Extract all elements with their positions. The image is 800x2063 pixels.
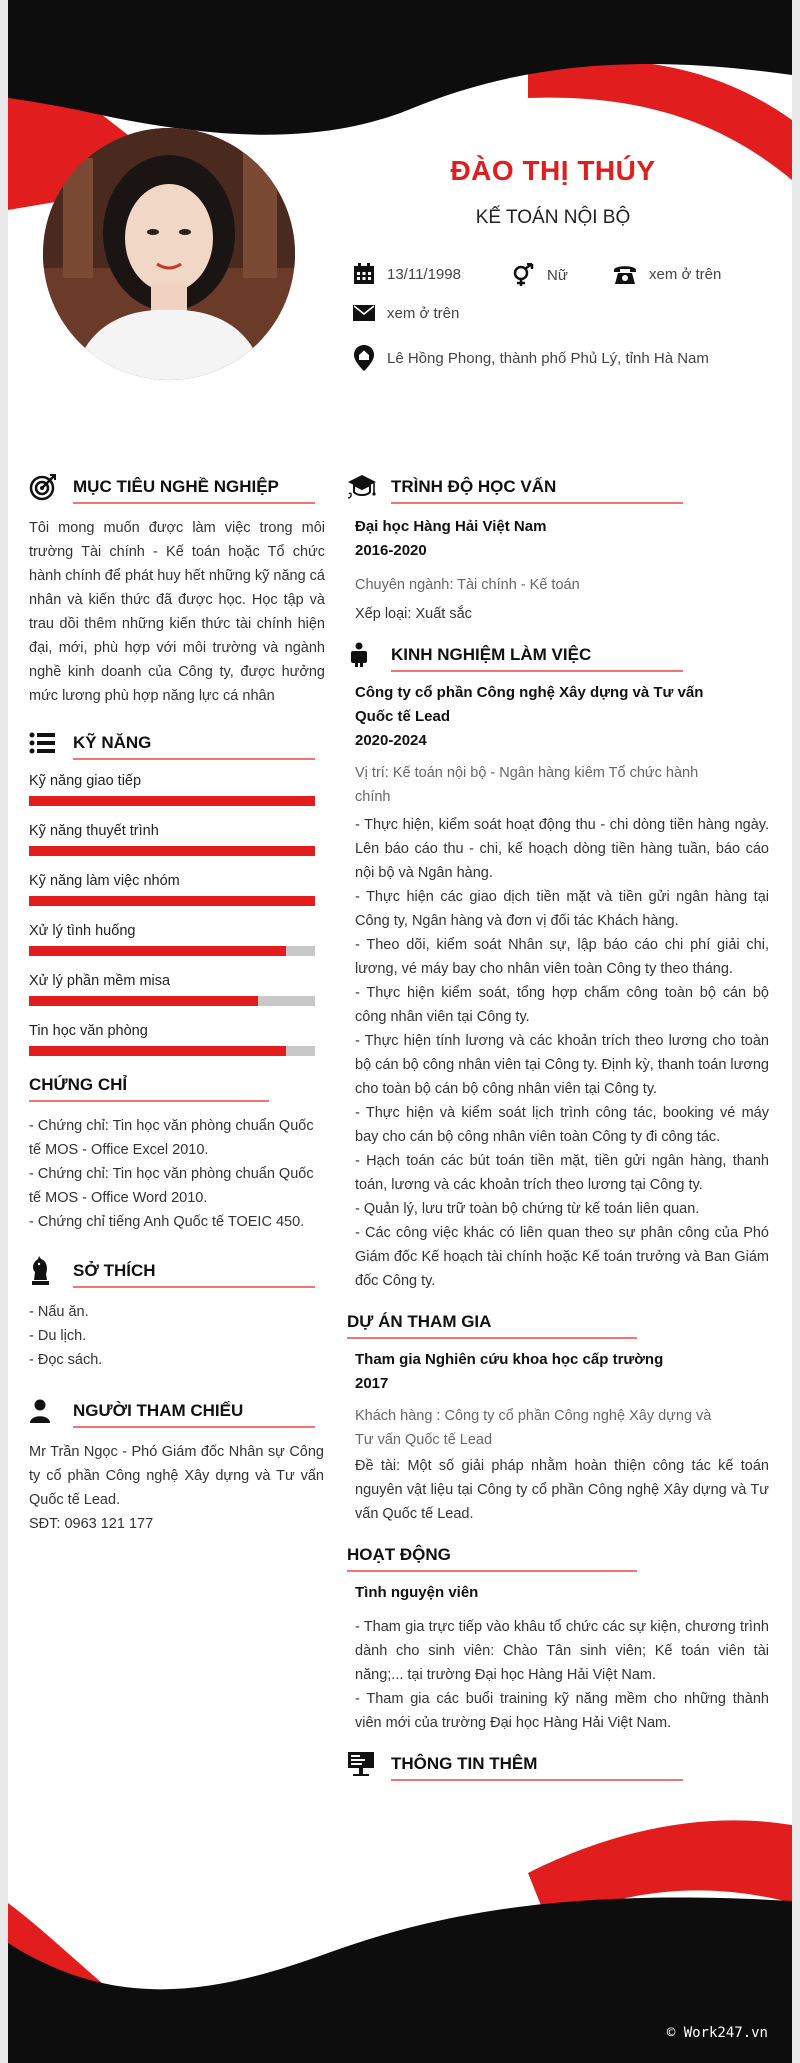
phone-info [613,263,721,285]
activity-name: Tình nguyện viên [355,1584,479,1601]
skill-item [29,1020,324,1056]
skill-bar-track [29,796,315,806]
resume-page [8,0,792,2063]
skill-bar-fill [29,896,315,906]
duty-item: - Quản lý, lưu trữ toàn bộ chứng từ kế toán liên quan. [355,1201,700,1217]
certificate-item: - Chứng chỉ: Tin học văn phòng chuẩn Quốc tế MOS - Office Excel 2010. [29,1118,314,1158]
skill-label: Kỹ năng giao tiếp [29,773,142,789]
duty-item: - Thực hiện tính lương và các khoản trích theo lương cho toàn bộ cán bộ công nhân viên tại Công ty. Định kỳ, thanh toán lương cho toàn bộ cán bộ công nhân viên tại Công ty. [355,1033,769,1097]
additional-title: THÔNG TIN THÊM [391,1754,538,1773]
duty-item: - Thực hiện các giao dịch tiền mặt và tiền gửi ngân hàng tại Công ty, Ngân hàng và đơn vị đối tác Khách hàng. [355,889,769,929]
duty-item: - Thực hiện và kiểm soát lịch trình công tác, booking vé máy bay cho cán bộ công nhân viên toàn Công ty đi công tác. [355,1105,769,1145]
objective-heading [29,472,324,502]
certificate-item: - Chứng chỉ: Tin học văn phòng chuẩn Quốc tế MOS - Office Word 2010. [29,1166,314,1206]
phone-icon [613,263,637,285]
skill-bar-fill [29,996,258,1006]
briefcase-icon [347,642,371,668]
right-column [347,472,769,1781]
additional-rule [391,1779,683,1781]
info-board-icon [347,1751,375,1777]
additional-heading [347,1749,769,1779]
activities-rule [347,1570,637,1572]
skills-heading [29,728,324,758]
skill-bar-fill [29,1046,286,1056]
experience-years: 2020-2024 [355,732,427,749]
education-grade: Xếp loại: Xuất sắc [355,606,472,622]
activities-title: HOẠT ĐỘNG [347,1545,451,1564]
objective-rule [73,502,315,504]
objective-text: Tôi mong muốn được làm việc trong môi trường Tài chính - Kế toán hoặc Tổ chức hành chính để phát huy hết những kỹ năng cá nhân và kiến thức đã được học. Học tập và trau dồi thêm những kiến thức tài chính hiện đại, mới, phù hợp với môi trường và ngành nghề kinh doanh của Công ty, được hưởng mức lương phù hợp năng lực cá nhân [29,520,325,704]
chess-knight-icon [29,1256,51,1286]
skill-bar-track [29,896,315,906]
activities-heading [347,1540,769,1570]
certificates-rule [29,1100,269,1102]
experience-entry [347,681,769,1293]
skill-bar-track [29,996,315,1006]
skills-rule [73,758,315,760]
school-name: Đại học Hàng Hải Việt Nam [355,518,547,535]
email-info [353,304,459,322]
skills-list [29,770,324,1056]
experience-title: KINH NGHIỆM LÀM VIỆC [391,645,592,664]
skill-label: Kỹ năng làm việc nhóm [29,873,180,889]
job-title: KẾ TOÁN NỘI BỘ [475,207,631,228]
skill-item [29,920,324,956]
project-client: Khách hàng : Công ty cổ phần Công nghệ Xây dựng và Tư vấn Quốc tế Lead [355,1408,712,1448]
duty-item: - Hạch toán các bút toán tiền mặt, tiền gửi ngân hàng, thanh toán, lương và các khoản trích theo lương tại Công ty. [355,1153,769,1193]
hobby-item: - Nấu ăn. [29,1304,89,1320]
education-years: 2016-2020 [355,542,427,559]
list-icon [29,732,55,754]
skill-item [29,820,324,856]
company-name: Công ty cổ phần Công nghệ Xây dựng và Tư vấn Quốc tế Lead [355,684,704,725]
projects-title: DỰ ÁN THAM GIA [347,1312,492,1331]
address-text: Lê Hồng Phong, thành phố Phủ Lý, tỉnh Hà Nam [387,349,709,367]
hobby-item: - Đọc sách. [29,1352,103,1368]
duty-item: - Thực hiện kiểm soát, tổng hợp chấm công toàn bộ cán bộ công nhân viên tại Công ty. [355,985,769,1025]
references-rule [73,1426,315,1428]
duty-item: - Thực hiện, kiểm soát hoạt động thu - chi dòng tiền hàng ngày. Lên báo cáo thu - chi, kế hoạch dòng tiền hàng tuần, báo cáo nội bộ và Ngân hàng. [355,817,769,881]
certificates-list [29,1114,324,1234]
address-info [353,344,709,372]
references-title: NGƯỜI THAM CHIẾU [73,1401,244,1420]
activity-item: - Tham gia các buổi training kỹ năng mềm cho những thành viên mới của trường Đại học Hàng Hải Việt Nam. [355,1691,769,1731]
education-rule [391,502,683,504]
skill-bar-track [29,846,315,856]
user-icon [29,1399,51,1423]
skill-bar-track [29,1046,315,1056]
skill-bar-track [29,946,315,956]
skills-title: KỸ NĂNG [73,733,152,752]
duty-item: - Các công việc khác có liên quan theo sự phân công của Phó Giám đốc Kế hoạch tài chính hoặc Kế toán trưởng và Ban Giám đốc Công ty. [355,1225,769,1289]
education-heading [347,472,769,502]
hobbies-rule [73,1286,315,1288]
skill-item [29,770,324,806]
references-heading [29,1396,324,1426]
skill-label: Xử lý phần mềm misa [29,973,171,989]
education-major: Chuyên ngành: Tài chính - Kế toán [355,577,580,593]
skill-bar-fill [29,846,315,856]
skill-bar-fill [29,946,286,956]
email-icon [353,304,375,322]
reference-text: Mr Trần Ngọc - Phó Giám đốc Nhân sự Công ty cổ phần Công nghệ Xây dựng và Tư vấn Quốc tế Lead. [29,1444,324,1508]
left-column [29,472,324,1536]
target-icon [29,473,57,501]
education-entry [347,515,769,626]
project-topic: Đề tài: Một số giải pháp nhằm hoàn thiện công tác kế toán nguyên vật liệu tại Công ty cổ phần Công nghệ Xây dựng và Tư vấn Quốc tế Lead. [355,1458,769,1522]
hobbies-list [29,1300,324,1372]
certificates-title: CHỨNG CHỈ [29,1075,128,1094]
skill-label: Tin học văn phòng [29,1023,148,1039]
skill-item [29,970,324,1006]
hobby-item: - Du lịch. [29,1328,87,1344]
birthday-text: 13/11/1998 [387,265,461,283]
hobbies-title: SỞ THÍCH [73,1261,156,1280]
skill-label: Xử lý tình huống [29,923,136,939]
hobbies-heading [29,1256,324,1286]
footer-brand: © Work247.vn [666,2025,768,2041]
gender-info [511,263,568,287]
certificates-heading [29,1070,324,1100]
skill-bar-fill [29,796,315,806]
skill-item [29,870,324,906]
project-entry [347,1348,769,1526]
project-year: 2017 [355,1375,389,1392]
objective-title: MỤC TIÊU NGHỀ NGHIỆP [73,477,279,496]
reference-phone: SĐT: 0963 121 177 [29,1516,154,1532]
profile-photo [43,128,295,380]
projects-rule [347,1337,637,1339]
skill-label: Kỹ năng thuyết trình [29,823,159,839]
education-title: TRÌNH ĐỘ HỌC VẤN [391,477,557,496]
duties-list [347,813,769,1293]
graduation-cap-icon [347,474,377,500]
duty-item: - Theo dõi, kiểm soát Nhân sự, lập báo cáo chi phí giải chi, lương, vé máy bay cho nhân viên toàn Công ty theo tháng. [355,937,769,977]
location-pin-icon [353,344,375,372]
experience-heading [347,640,769,670]
activity-item: - Tham gia trực tiếp vào khâu tổ chức các sự kiện, chương trình dành cho sinh viên: Chào Tân sinh viên; Kế toán viên tài năng;... tại trường Đại học Hàng Hải Việt Nam. [355,1619,769,1683]
phone-text: xem ở trên [649,265,722,283]
projects-heading [347,1307,769,1337]
gender-icon [511,263,535,287]
email-text: xem ở trên [387,304,460,322]
calendar-icon [353,263,375,285]
activity-entry [347,1581,769,1735]
certificate-item: - Chứng chỉ tiếng Anh Quốc tế TOEIC 450. [29,1214,305,1230]
gender-text: Nữ [547,266,568,284]
birthday-info [353,263,461,285]
footer-wave-decoration [8,1783,792,2063]
experience-rule [391,670,683,672]
project-name: Tham gia Nghiên cứu khoa học cấp trường [355,1351,664,1368]
candidate-name: ĐÀO THỊ THÚY [450,155,656,186]
experience-position: Vị trí: Kế toán nội bộ - Ngân hàng kiêm Tổ chức hành chính [355,765,699,805]
